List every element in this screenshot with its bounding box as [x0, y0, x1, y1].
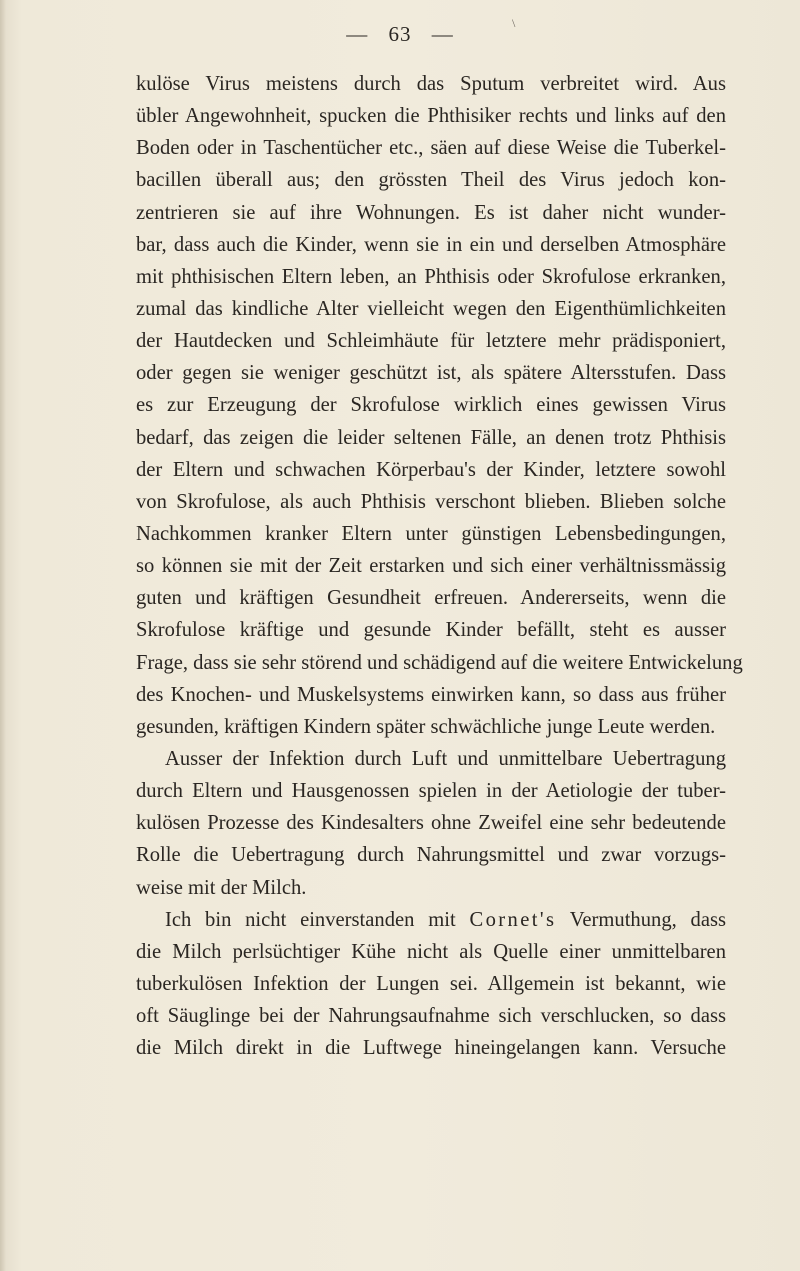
- text-line: oft Säuglinge bei der Nahrungsaufnahme sich verschlucken, so dass: [136, 1005, 726, 1028]
- body-text: [136, 68, 743, 1064]
- header-dash-left: —: [346, 22, 369, 46]
- text-line: kulöse Virus meistens durch das Sputum verbreitet wird. Aus: [136, 73, 726, 95]
- text-line: der Eltern und schwachen Körperbau's der Kinder, letztere sowohl: [136, 458, 726, 481]
- text-segment: Ich bin nicht einverstanden mit: [165, 908, 470, 931]
- text-line: des Knochen- und Muskelsystems einwirken kann, so dass aus früher: [136, 683, 726, 706]
- text-line: die Milch direkt in die Luftwege hineingelangen kann. Versuche: [136, 1037, 726, 1060]
- text-line: zentrieren sie auf ihre Wohnungen. Es ist daher nicht wunder-: [136, 201, 726, 224]
- text-line: es zur Erzeugung der Skrofulose wirklich eines gewissen Virus: [136, 394, 726, 417]
- header-tick-mark: \: [512, 16, 517, 30]
- text-segment: Vermuthung, dass: [556, 908, 727, 931]
- text-line-paragraph-start: [136, 904, 726, 936]
- text-line: bar, dass auch die Kinder, wenn sie in ein und derselben Atmosphäre: [136, 233, 726, 256]
- text-line: Rolle die Uebertragung durch Nahrungsmittel und zwar vorzugs-: [136, 844, 726, 867]
- text-line: übler Angewohnheit, spucken die Phthisiker rechts und links auf den: [136, 105, 726, 128]
- text-line: so können sie mit der Zeit erstarken und sich einer verhältnissmässig: [136, 555, 726, 578]
- text-line: der Hautdecken und Schleimhäute für letztere mehr prädisponiert,: [136, 330, 726, 353]
- text-line: tuberkulösen Infektion der Lungen sei. Allgemein ist bekannt, wie: [136, 972, 726, 995]
- author-name-cornet: Cornet's: [469, 908, 557, 931]
- text-line: gesunden, kräftigen Kindern später schwächliche junge Leute werden.: [136, 715, 716, 738]
- header-dash-right: —: [431, 22, 454, 46]
- text-line: die Milch perlsüchtiger Kühe nicht als Quelle einer unmittelbaren: [136, 940, 726, 963]
- text-line: Nachkommen kranker Eltern unter günstigen Lebensbedingungen,: [136, 522, 726, 545]
- text-line: mit phthisischen Eltern leben, an Phthisis oder Skrofulose erkranken,: [136, 265, 726, 288]
- spine-shadow: [0, 0, 6, 1271]
- text-line-paragraph-end: weise mit der Milch.: [136, 876, 307, 899]
- text-line: Skrofulose kräftige und gesunde Kinder befällt, steht es ausser: [136, 619, 726, 642]
- text-line: Boden oder in Taschentücher etc., säen auf diese Weise die Tuberkel-: [136, 137, 726, 160]
- text-line: kulösen Prozesse des Kindesalters ohne Zweifel eine sehr bedeutende: [136, 812, 726, 835]
- page-header: [0, 16, 800, 47]
- text-line: Frage, dass sie sehr störend und schädigend auf die weitere Entwickelung: [136, 651, 743, 674]
- text-line-paragraph-start: Ausser der Infektion durch Luft und unmittelbare Uebertragung: [165, 747, 726, 770]
- text-line: oder gegen sie weniger geschützt ist, als spätere Altersstufen. Dass: [136, 362, 726, 385]
- text-line: von Skrofulose, als auch Phthisis verschont blieben. Blieben solche: [136, 490, 726, 513]
- text-line: guten und kräftigen Gesundheit erfreuen. Andererseits, wenn die: [136, 587, 726, 610]
- text-line: bacillen überall aus; den grössten Theil des Virus jedoch kon-: [136, 169, 726, 192]
- text-line: zumal das kindliche Alter vielleicht wegen den Eigenthümlichkeiten: [136, 297, 726, 320]
- text-line: bedarf, das zeigen die leider seltenen Fälle, an denen trotz Phthisis: [136, 426, 726, 449]
- page-number: 63: [388, 22, 412, 46]
- text-line: durch Eltern und Hausgenossen spielen in der Aetiologie der tuber-: [136, 780, 726, 803]
